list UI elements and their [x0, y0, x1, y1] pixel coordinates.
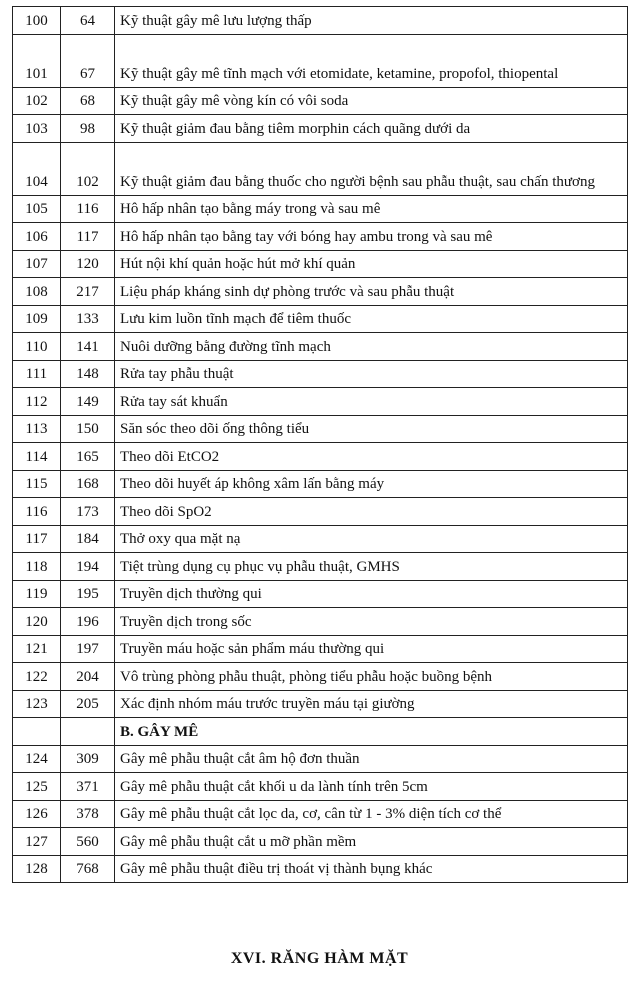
table-row	[13, 855, 628, 883]
procedure-code: 768	[61, 855, 115, 883]
row-number: 105	[13, 195, 61, 223]
procedure-code: 116	[61, 195, 115, 223]
procedure-code: 196	[61, 608, 115, 636]
procedure-name: Săn sóc theo dõi ống thông tiểu	[115, 415, 628, 443]
row-number: 125	[13, 773, 61, 801]
procedure-name: Gây mê phẫu thuật cắt u mỡ phần mềm	[115, 828, 628, 856]
table-row	[13, 663, 628, 691]
table-row	[13, 115, 628, 143]
procedure-code: 204	[61, 663, 115, 691]
procedure-code: 98	[61, 115, 115, 143]
procedure-name: Gây mê phẫu thuật cắt lọc da, cơ, cân từ 1 - 3% diện tích cơ thể	[115, 800, 628, 828]
row-number: 107	[13, 250, 61, 278]
table-row	[13, 470, 628, 498]
procedure-name: Gây mê phẫu thuật cắt âm hộ đơn thuần	[115, 745, 628, 773]
section-heading: XVI. RĂNG HÀM MẶT	[230, 950, 409, 967]
procedure-code: 309	[61, 745, 115, 773]
table-row	[13, 87, 628, 115]
procedure-code: 68	[61, 87, 115, 115]
procedure-code: 194	[61, 553, 115, 581]
row-number: 103	[13, 115, 61, 143]
table-row	[13, 333, 628, 361]
procedure-code: 205	[61, 690, 115, 718]
table-row	[13, 828, 628, 856]
row-number: 121	[13, 635, 61, 663]
table-row	[13, 580, 628, 608]
row-number: 120	[13, 608, 61, 636]
row-number: 111	[13, 360, 61, 388]
procedure-code: 197	[61, 635, 115, 663]
procedure-code: 560	[61, 828, 115, 856]
procedure-code: 64	[61, 7, 115, 35]
procedure-code: 184	[61, 525, 115, 553]
procedure-name: Liệu pháp kháng sinh dự phòng trước và sau phẫu thuật	[115, 278, 628, 306]
row-number: 127	[13, 828, 61, 856]
row-number: 110	[13, 333, 61, 361]
procedure-name: Theo dõi EtCO2	[115, 443, 628, 471]
row-number: 114	[13, 443, 61, 471]
row-number: 119	[13, 580, 61, 608]
procedure-name: Thở oxy qua mặt nạ	[115, 525, 628, 553]
procedure-code: 102	[61, 142, 115, 195]
table-row	[13, 773, 628, 801]
procedure-code: 141	[61, 333, 115, 361]
row-number: 123	[13, 690, 61, 718]
table-row	[13, 608, 628, 636]
procedure-code: 133	[61, 305, 115, 333]
procedure-code: 378	[61, 800, 115, 828]
procedure-name: Vô trùng phòng phẫu thuật, phòng tiểu phẫu hoặc buồng bệnh	[115, 663, 628, 691]
row-number: 116	[13, 498, 61, 526]
procedure-name: Hô hấp nhân tạo bằng máy trong và sau mê	[115, 195, 628, 223]
procedure-name: Rửa tay sát khuẩn	[115, 388, 628, 416]
table-row	[13, 223, 628, 251]
procedure-table	[12, 6, 628, 883]
table-row	[13, 498, 628, 526]
table-row	[13, 360, 628, 388]
procedure-name: Theo dõi huyết áp không xâm lấn bằng máy	[115, 470, 628, 498]
row-number: 109	[13, 305, 61, 333]
row-number: 102	[13, 87, 61, 115]
row-number: 101	[13, 34, 61, 87]
procedure-code: 150	[61, 415, 115, 443]
procedure-code: 67	[61, 34, 115, 87]
procedure-name: Kỹ thuật gây mê lưu lượng thấp	[115, 7, 628, 35]
table-row	[13, 305, 628, 333]
row-number: 106	[13, 223, 61, 251]
procedure-name: Kỹ thuật gây mê tĩnh mạch với etomidate, ketamine, propofol, thiopental	[115, 34, 628, 87]
table-row	[13, 7, 628, 35]
row-number: 100	[13, 7, 61, 35]
procedure-name: Nuôi dưỡng bằng đường tĩnh mạch	[115, 333, 628, 361]
procedure-name: Gây mê phẫu thuật điều trị thoát vị thành bụng khác	[115, 855, 628, 883]
procedure-name: Truyền dịch thường qui	[115, 580, 628, 608]
row-number: 128	[13, 855, 61, 883]
row-number: 112	[13, 388, 61, 416]
table-row	[13, 250, 628, 278]
table-row	[13, 195, 628, 223]
procedure-name: Kỹ thuật gây mê vòng kín có vôi soda	[115, 87, 628, 115]
procedure-name: Kỹ thuật giảm đau bằng tiêm morphin cách quãng dưới da	[115, 115, 628, 143]
table-row	[13, 443, 628, 471]
table-row	[13, 525, 628, 553]
table-row	[13, 553, 628, 581]
procedure-name: Truyền dịch trong sốc	[115, 608, 628, 636]
procedure-name: Tiệt trùng dụng cụ phục vụ phẫu thuật, GMHS	[115, 553, 628, 581]
procedure-name: Rửa tay phẫu thuật	[115, 360, 628, 388]
procedure-name: Kỹ thuật giảm đau bằng thuốc cho người bệnh sau phẫu thuật, sau chấn thương	[115, 142, 628, 195]
procedure-code: 117	[61, 223, 115, 251]
row-number: 117	[13, 525, 61, 553]
table-row	[13, 800, 628, 828]
procedure-name: Xác định nhóm máu trước truyền máu tại giường	[115, 690, 628, 718]
procedure-name: Theo dõi SpO2	[115, 498, 628, 526]
procedure-code: 195	[61, 580, 115, 608]
procedure-code: 371	[61, 773, 115, 801]
procedure-code: 120	[61, 250, 115, 278]
row-number: 113	[13, 415, 61, 443]
table-row	[13, 34, 628, 87]
procedure-code	[61, 718, 115, 746]
table-row	[13, 690, 628, 718]
procedure-name: Gây mê phẫu thuật cắt khối u da lành tính trên 5cm	[115, 773, 628, 801]
table-row	[13, 635, 628, 663]
row-number: 118	[13, 553, 61, 581]
row-number: 126	[13, 800, 61, 828]
table-row	[13, 142, 628, 195]
procedure-code: 149	[61, 388, 115, 416]
procedure-code: 173	[61, 498, 115, 526]
procedure-name: Hút nội khí quản hoặc hút mở khí quản	[115, 250, 628, 278]
procedure-name: Lưu kim luồn tĩnh mạch để tiêm thuốc	[115, 305, 628, 333]
row-number: 108	[13, 278, 61, 306]
procedure-table-body	[13, 7, 628, 883]
table-row	[13, 415, 628, 443]
row-number: 122	[13, 663, 61, 691]
section-row	[13, 718, 628, 746]
row-number: 124	[13, 745, 61, 773]
row-number: 115	[13, 470, 61, 498]
procedure-name: Hô hấp nhân tạo bằng tay với bóng hay ambu trong và sau mê	[115, 223, 628, 251]
row-number: 104	[13, 142, 61, 195]
procedure-code: 217	[61, 278, 115, 306]
table-row	[13, 745, 628, 773]
procedure-code: 148	[61, 360, 115, 388]
table-row	[13, 388, 628, 416]
procedure-code: 165	[61, 443, 115, 471]
table-row	[13, 278, 628, 306]
row-number	[13, 718, 61, 746]
procedure-name: Truyền máu hoặc sản phẩm máu thường qui	[115, 635, 628, 663]
procedure-name: B. GÂY MÊ	[115, 718, 628, 746]
procedure-code: 168	[61, 470, 115, 498]
